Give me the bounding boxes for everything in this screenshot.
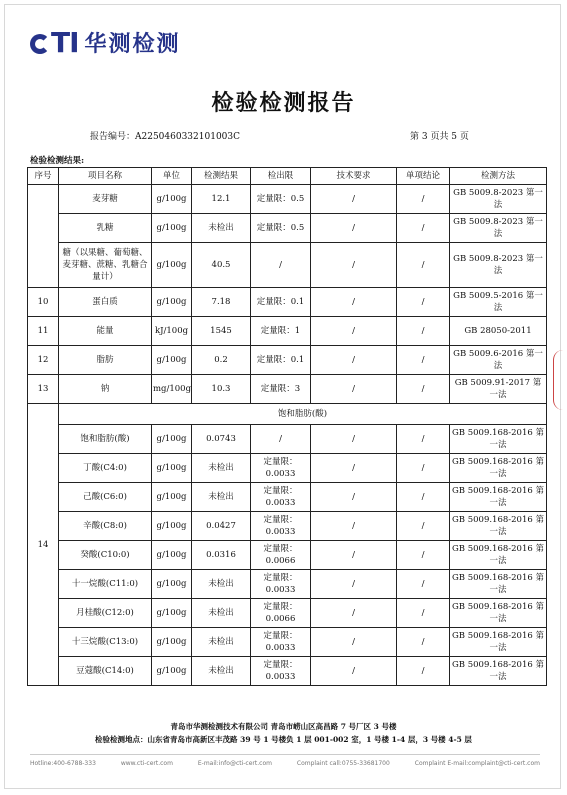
cell-seq: 14 [28, 404, 59, 686]
cell-concl: / [397, 375, 450, 404]
cell-concl: / [397, 425, 450, 454]
cell-result: 7.18 [192, 288, 251, 317]
cell-limit: 定量限：3 [251, 375, 311, 404]
cell-result: 0.2 [192, 346, 251, 375]
cell-limit: 定量限：0.5 [251, 214, 311, 243]
cell-result: 0.0427 [192, 512, 251, 541]
table-row [28, 512, 547, 541]
cell-limit: 定量限：0.0033 [251, 483, 311, 512]
table-row [28, 628, 547, 657]
header-cell: 单项结论 [397, 168, 450, 185]
footer-contact-item: www.cti-cert.com [120, 760, 173, 767]
cell-limit: 定量限：0.0033 [251, 657, 311, 686]
footer-address: 检验检测地点：山东省青岛市高新区丰茂路 39 号 1 号楼负 1 层 001-002 室，1 号楼 1-4 层，3 号楼 4-5 层 [95, 735, 472, 744]
cell-req: / [311, 541, 397, 570]
cell-name: 己酸(C6:0) [59, 483, 152, 512]
cell-method: GB 5009.6-2016 第一法 [450, 346, 547, 375]
cell-method: GB 5009.5-2016 第一法 [450, 288, 547, 317]
cti-logo [30, 26, 181, 59]
table-row [28, 288, 547, 317]
cell-unit: g/100g [152, 628, 192, 657]
cell-limit: 定量限：0.5 [251, 185, 311, 214]
cell-name: 十三烷酸(C13:0) [59, 628, 152, 657]
cell-unit: kJ/100g [152, 317, 192, 346]
cell-req: / [311, 185, 397, 214]
cell-concl: / [397, 454, 450, 483]
table-row [28, 317, 547, 346]
header-cell: 项目名称 [59, 168, 152, 185]
header-cell: 单位 [152, 168, 192, 185]
cell-concl: / [397, 628, 450, 657]
side-seal-mark [553, 350, 564, 410]
cell-limit: 定量限：0.0066 [251, 599, 311, 628]
cell-unit: g/100g [152, 657, 192, 686]
cell-unit: g/100g [152, 541, 192, 570]
table-row [28, 185, 547, 214]
cell-name: 豆蔻酸(C14:0) [59, 657, 152, 686]
table-row [28, 483, 547, 512]
cell-result: 未检出 [192, 483, 251, 512]
footer-contacts [30, 760, 540, 767]
cell-name: 能量 [59, 317, 152, 346]
cell-name: 辛酸(C8:0) [59, 512, 152, 541]
cell-group-title: 饱和脂肪(酸) [59, 404, 547, 425]
cell-limit: 定量限：0.0033 [251, 570, 311, 599]
cell-result: 未检出 [192, 454, 251, 483]
cell-method: GB 5009.8-2023 第一法 [450, 214, 547, 243]
cell-req: / [311, 570, 397, 599]
cell-unit: g/100g [152, 599, 192, 628]
cell-limit: 定量限：0.1 [251, 288, 311, 317]
cell-method: GB 5009.168-2016 第一法 [450, 628, 547, 657]
cell-unit: g/100g [152, 185, 192, 214]
table-row-group-title [28, 404, 547, 425]
cell-unit: mg/100g [152, 375, 192, 404]
cell-name: 丁酸(C4:0) [59, 454, 152, 483]
cell-name: 月桂酸(C12:0) [59, 599, 152, 628]
table-header-row [28, 168, 547, 185]
cell-req: / [311, 317, 397, 346]
cell-result: 12.1 [192, 185, 251, 214]
header-cell: 检出限 [251, 168, 311, 185]
footer-contact-item: E-mail:info@cti-cert.com [197, 760, 272, 767]
table-row [28, 657, 547, 686]
table-row [28, 599, 547, 628]
cell-method: GB 5009.91-2017 第一法 [450, 375, 547, 404]
cell-unit: g/100g [152, 512, 192, 541]
header-cell: 检测方法 [450, 168, 547, 185]
cell-method: GB 5009.168-2016 第一法 [450, 570, 547, 599]
cell-name: 钠 [59, 375, 152, 404]
cell-concl: / [397, 346, 450, 375]
cell-concl: / [397, 483, 450, 512]
cell-req: / [311, 214, 397, 243]
footer-contact-item: Hotline:400-6788-333 [30, 760, 96, 767]
footer-contact-item: Complaint call:0755-33681700 [296, 760, 390, 767]
cell-method: GB 5009.168-2016 第一法 [450, 657, 547, 686]
cell-method: GB 5009.168-2016 第一法 [450, 541, 547, 570]
cell-seq [28, 185, 59, 288]
cell-method: GB 28050-2011 [450, 317, 547, 346]
cell-result: 40.5 [192, 243, 251, 288]
header-cell: 检测结果 [192, 168, 251, 185]
table-row [28, 375, 547, 404]
cell-req: / [311, 657, 397, 686]
cell-result: 10.3 [192, 375, 251, 404]
cell-concl: / [397, 317, 450, 346]
cell-limit: 定量限：0.0033 [251, 628, 311, 657]
cell-unit: g/100g [152, 483, 192, 512]
header-cell: 技术要求 [311, 168, 397, 185]
cell-method: GB 5009.8-2023 第一法 [450, 185, 547, 214]
table-row [28, 346, 547, 375]
cell-method: GB 5009.168-2016 第一法 [450, 599, 547, 628]
cell-result: 未检出 [192, 599, 251, 628]
table-row [28, 570, 547, 599]
section-label: 检验检测结果: [30, 156, 85, 166]
cell-method: GB 5009.168-2016 第一法 [450, 483, 547, 512]
cell-req: / [311, 375, 397, 404]
cell-seq: 13 [28, 375, 59, 404]
cell-name: 蛋白质 [59, 288, 152, 317]
cell-req: / [311, 243, 397, 288]
cell-method: GB 5009.168-2016 第一法 [450, 512, 547, 541]
cell-name: 十一烷酸(C11:0) [59, 570, 152, 599]
cell-limit: 定量限：0.0033 [251, 512, 311, 541]
cell-result: 未检出 [192, 570, 251, 599]
cell-seq: 12 [28, 346, 59, 375]
cell-name: 乳糖 [59, 214, 152, 243]
cell-concl: / [397, 599, 450, 628]
cell-req: / [311, 288, 397, 317]
report-number: 报告编号：A2250460332101003C [90, 132, 241, 142]
cell-result: 0.0316 [192, 541, 251, 570]
cell-limit: / [251, 243, 311, 288]
cell-name: 脂肪 [59, 346, 152, 375]
cell-unit: g/100g [152, 243, 192, 288]
cell-result: 0.0743 [192, 425, 251, 454]
table-row [28, 454, 547, 483]
cell-limit: / [251, 425, 311, 454]
cell-req: / [311, 454, 397, 483]
footer-contact-item: Complaint E-mail:complaint@cti-cert.com [414, 760, 540, 767]
cell-unit: g/100g [152, 346, 192, 375]
cell-limit: 定量限：0.0033 [251, 454, 311, 483]
cell-concl: / [397, 512, 450, 541]
report-title: 检验检测报告 [211, 90, 356, 116]
cell-req: / [311, 628, 397, 657]
cell-concl: / [397, 570, 450, 599]
table-row [28, 214, 547, 243]
cell-concl: / [397, 185, 450, 214]
cell-req: / [311, 346, 397, 375]
results-table [27, 167, 547, 686]
cell-concl: / [397, 288, 450, 317]
cell-req: / [311, 512, 397, 541]
page-number: 第 3 页共 5 页 [410, 132, 469, 142]
cell-concl: / [397, 214, 450, 243]
cell-seq: 11 [28, 317, 59, 346]
table-row [28, 541, 547, 570]
cell-name: 癸酸(C10:0) [59, 541, 152, 570]
header-cell: 序号 [28, 168, 59, 185]
cell-req: / [311, 599, 397, 628]
cell-concl: / [397, 243, 450, 288]
cell-name: 糖（以果糖、葡萄糖、麦芽糖、蔗糖、乳糖合量计） [59, 243, 152, 288]
cell-result: 1545 [192, 317, 251, 346]
cell-method: GB 5009.168-2016 第一法 [450, 454, 547, 483]
cell-method: GB 5009.8-2023 第一法 [450, 243, 547, 288]
cell-concl: / [397, 657, 450, 686]
cell-unit: g/100g [152, 425, 192, 454]
table-row [28, 425, 547, 454]
table-row [28, 243, 547, 288]
cell-name: 麦芽糖 [59, 185, 152, 214]
cell-method: GB 5009.168-2016 第一法 [450, 425, 547, 454]
footer-divider [30, 754, 540, 755]
logo-mark: TI [30, 26, 79, 59]
cell-name: 饱和脂肪(酸) [59, 425, 152, 454]
cell-concl: / [397, 541, 450, 570]
cell-result: 未检出 [192, 214, 251, 243]
footer-company: 青岛市华测检测技术有限公司 青岛市崂山区高昌路 7 号厂区 3 号楼 [170, 722, 397, 731]
cell-req: / [311, 483, 397, 512]
cell-req: / [311, 425, 397, 454]
cell-unit: g/100g [152, 454, 192, 483]
cell-unit: g/100g [152, 288, 192, 317]
cell-limit: 定量限：1 [251, 317, 311, 346]
cell-limit: 定量限：0.1 [251, 346, 311, 375]
cell-result: 未检出 [192, 657, 251, 686]
cell-unit: g/100g [152, 214, 192, 243]
cell-unit: g/100g [152, 570, 192, 599]
cell-limit: 定量限：0.0066 [251, 541, 311, 570]
cell-seq: 10 [28, 288, 59, 317]
cell-result: 未检出 [192, 628, 251, 657]
logo-name: 华测检测 [84, 32, 181, 57]
